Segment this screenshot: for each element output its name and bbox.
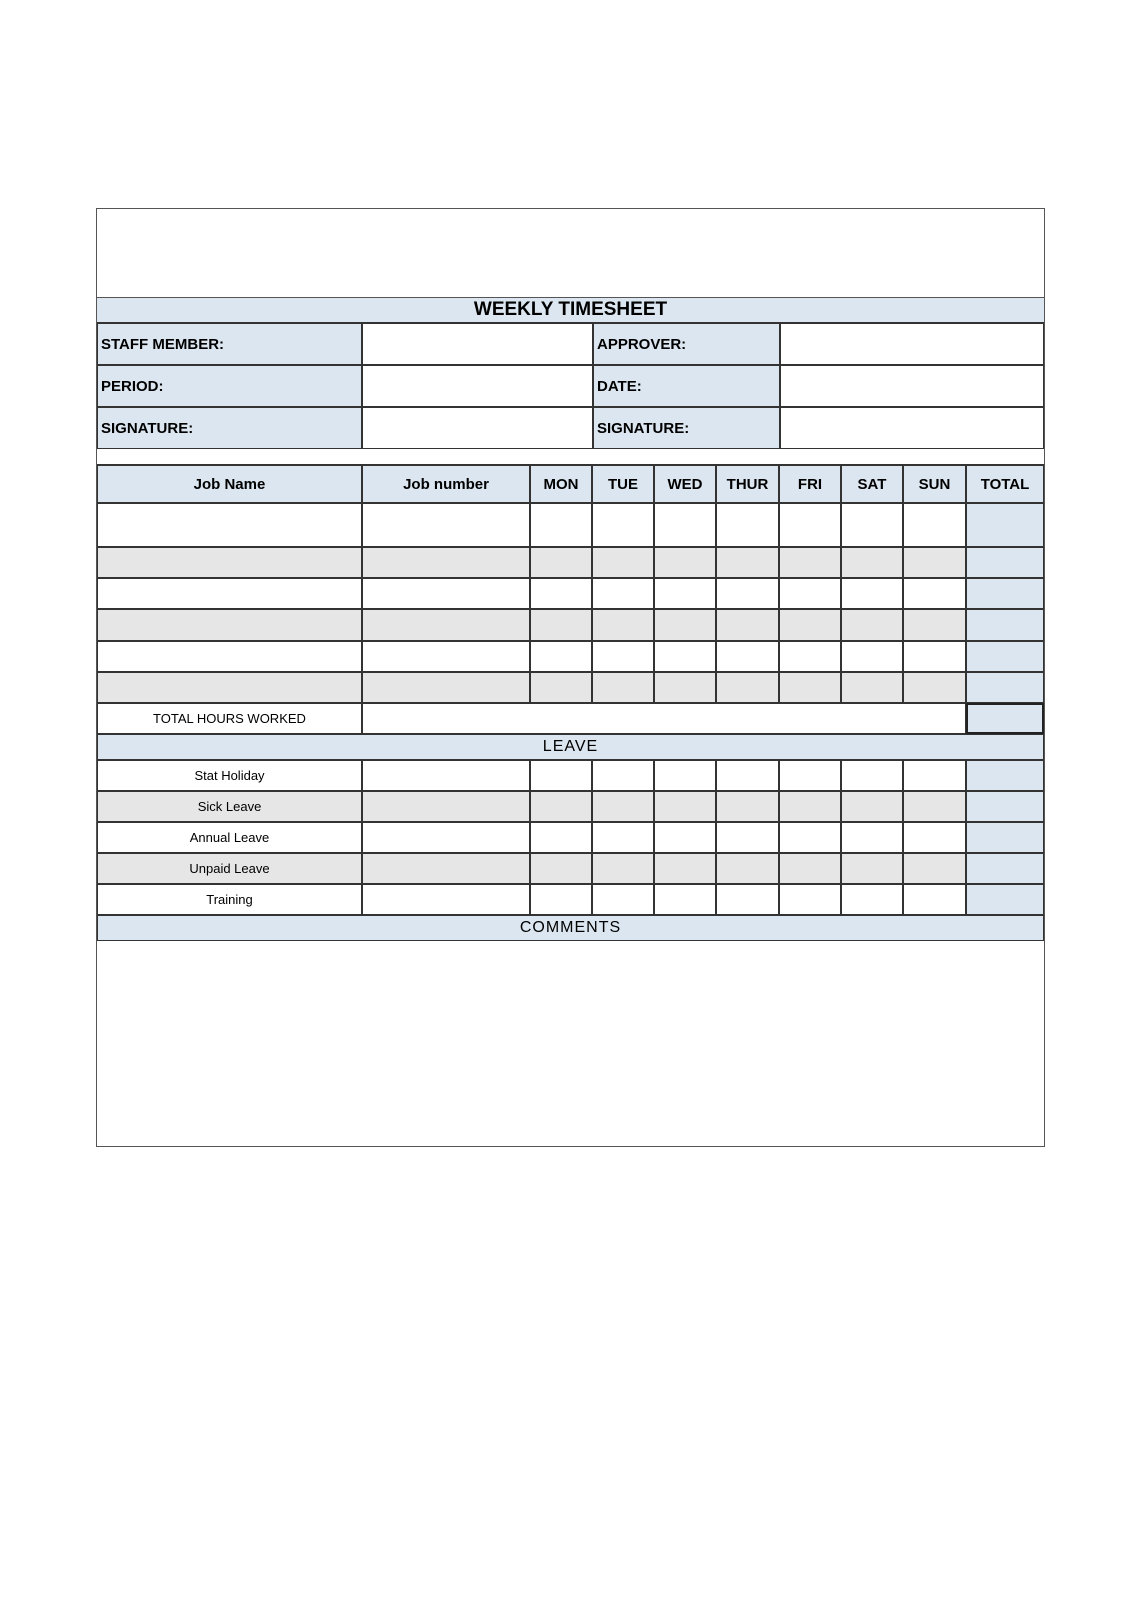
job-row-6-fri[interactable] <box>779 672 841 703</box>
leave-row-1-total <box>966 760 1044 791</box>
total-hours-spacer <box>362 703 966 734</box>
job-row-2-sun[interactable] <box>903 547 966 578</box>
job-row-2-tue[interactable] <box>592 547 654 578</box>
leave-row-4-wed[interactable] <box>654 853 716 884</box>
header-fri: FRI <box>779 465 841 503</box>
signature-field-approver[interactable] <box>780 407 1044 449</box>
leave-section-title: LEAVE <box>97 734 1044 760</box>
job-row-6-job-number[interactable] <box>362 672 530 703</box>
leave-row-5-wed[interactable] <box>654 884 716 915</box>
job-row-1-total <box>966 503 1044 547</box>
job-row-2-job-name[interactable] <box>97 547 362 578</box>
job-row-6-mon[interactable] <box>530 672 592 703</box>
leave-row-1-job-number[interactable] <box>362 760 530 791</box>
leave-row-3-fri[interactable] <box>779 822 841 853</box>
leave-row-label: Annual Leave <box>97 822 362 853</box>
timesheet-grid <box>97 209 1044 1146</box>
leave-row-label: Sick Leave <box>97 791 362 822</box>
leave-row-5-fri[interactable] <box>779 884 841 915</box>
approver-field[interactable] <box>780 323 1044 365</box>
job-row-5-fri[interactable] <box>779 641 841 672</box>
job-row-2-wed[interactable] <box>654 547 716 578</box>
job-row-5-thur[interactable] <box>716 641 779 672</box>
job-row-3-wed[interactable] <box>654 578 716 609</box>
leave-row-1-tue[interactable] <box>592 760 654 791</box>
leave-row-2-sat[interactable] <box>841 791 903 822</box>
job-row-2-total <box>966 547 1044 578</box>
page-title: WEEKLY TIMESHEET <box>97 297 1044 323</box>
job-row-3-sun[interactable] <box>903 578 966 609</box>
job-row-1-fri[interactable] <box>779 503 841 547</box>
period-field[interactable] <box>362 365 593 407</box>
leave-row-5-total <box>966 884 1044 915</box>
staff-member-label: STAFF MEMBER: <box>97 323 362 365</box>
job-row-5-sat[interactable] <box>841 641 903 672</box>
leave-row-5-mon[interactable] <box>530 884 592 915</box>
job-row-2-job-number[interactable] <box>362 547 530 578</box>
leave-row-label: Training <box>97 884 362 915</box>
leave-row-5-sat[interactable] <box>841 884 903 915</box>
leave-row-4-fri[interactable] <box>779 853 841 884</box>
job-row-1-job-name[interactable] <box>97 503 362 547</box>
leave-row-1-sun[interactable] <box>903 760 966 791</box>
leave-row-2-thur[interactable] <box>716 791 779 822</box>
job-row-6-sat[interactable] <box>841 672 903 703</box>
leave-row-3-sat[interactable] <box>841 822 903 853</box>
date-label: DATE: <box>593 365 780 407</box>
signature-label-staff: SIGNATURE: <box>97 407 362 449</box>
header-sat: SAT <box>841 465 903 503</box>
job-row-3-sat[interactable] <box>841 578 903 609</box>
header-wed: WED <box>654 465 716 503</box>
leave-row-4-sat[interactable] <box>841 853 903 884</box>
job-row-1-job-number[interactable] <box>362 503 530 547</box>
leave-row-3-thur[interactable] <box>716 822 779 853</box>
job-row-3-mon[interactable] <box>530 578 592 609</box>
leave-row-3-wed[interactable] <box>654 822 716 853</box>
job-row-3-thur[interactable] <box>716 578 779 609</box>
header-sun: SUN <box>903 465 966 503</box>
leave-row-2-sun[interactable] <box>903 791 966 822</box>
job-row-4-job-number[interactable] <box>362 609 530 641</box>
approver-label: APPROVER: <box>593 323 780 365</box>
leave-row-5-sun[interactable] <box>903 884 966 915</box>
job-row-1-mon[interactable] <box>530 503 592 547</box>
job-row-6-job-name[interactable] <box>97 672 362 703</box>
job-row-3-fri[interactable] <box>779 578 841 609</box>
job-row-6-total <box>966 672 1044 703</box>
leave-row-4-tue[interactable] <box>592 853 654 884</box>
leave-row-4-sun[interactable] <box>903 853 966 884</box>
job-row-6-wed[interactable] <box>654 672 716 703</box>
leave-row-5-thur[interactable] <box>716 884 779 915</box>
job-row-5-tue[interactable] <box>592 641 654 672</box>
job-row-2-fri[interactable] <box>779 547 841 578</box>
job-row-6-sun[interactable] <box>903 672 966 703</box>
job-row-4-sat[interactable] <box>841 609 903 641</box>
comments-section-title: COMMENTS <box>97 915 1044 941</box>
job-row-4-wed[interactable] <box>654 609 716 641</box>
leave-row-1-mon[interactable] <box>530 760 592 791</box>
leave-row-4-thur[interactable] <box>716 853 779 884</box>
leave-row-1-fri[interactable] <box>779 760 841 791</box>
leave-row-4-job-number[interactable] <box>362 853 530 884</box>
leave-row-3-job-number[interactable] <box>362 822 530 853</box>
job-row-5-mon[interactable] <box>530 641 592 672</box>
total-hours-label: TOTAL HOURS WORKED <box>97 703 362 734</box>
header-thur: THUR <box>716 465 779 503</box>
period-label: PERIOD: <box>97 365 362 407</box>
spacer-row <box>97 449 1044 465</box>
leave-row-3-sun[interactable] <box>903 822 966 853</box>
job-row-1-tue[interactable] <box>592 503 654 547</box>
leave-row-5-job-number[interactable] <box>362 884 530 915</box>
comments-area[interactable] <box>97 941 1044 1146</box>
job-row-6-thur[interactable] <box>716 672 779 703</box>
job-row-3-job-name[interactable] <box>97 578 362 609</box>
job-row-1-sun[interactable] <box>903 503 966 547</box>
header-job-number: Job number <box>362 465 530 503</box>
job-row-5-wed[interactable] <box>654 641 716 672</box>
leave-row-2-job-number[interactable] <box>362 791 530 822</box>
leave-row-3-mon[interactable] <box>530 822 592 853</box>
job-row-2-thur[interactable] <box>716 547 779 578</box>
job-row-6-tue[interactable] <box>592 672 654 703</box>
job-row-4-sun[interactable] <box>903 609 966 641</box>
job-row-4-job-name[interactable] <box>97 609 362 641</box>
job-row-4-total <box>966 609 1044 641</box>
leave-row-5-tue[interactable] <box>592 884 654 915</box>
leave-row-3-tue[interactable] <box>592 822 654 853</box>
header-mon: MON <box>530 465 592 503</box>
timesheet-sheet <box>96 208 1045 1147</box>
header-job-name: Job Name <box>97 465 362 503</box>
leave-row-2-total <box>966 791 1044 822</box>
job-row-4-thur[interactable] <box>716 609 779 641</box>
leave-row-2-tue[interactable] <box>592 791 654 822</box>
job-row-5-sun[interactable] <box>903 641 966 672</box>
job-row-5-job-name[interactable] <box>97 641 362 672</box>
job-row-1-sat[interactable] <box>841 503 903 547</box>
job-row-5-total <box>966 641 1044 672</box>
job-row-3-tue[interactable] <box>592 578 654 609</box>
leave-row-1-wed[interactable] <box>654 760 716 791</box>
leave-row-2-fri[interactable] <box>779 791 841 822</box>
signature-label-approver: SIGNATURE: <box>593 407 780 449</box>
job-row-3-total <box>966 578 1044 609</box>
job-row-2-sat[interactable] <box>841 547 903 578</box>
job-row-1-wed[interactable] <box>654 503 716 547</box>
job-row-3-job-number[interactable] <box>362 578 530 609</box>
leave-row-4-mon[interactable] <box>530 853 592 884</box>
job-row-4-fri[interactable] <box>779 609 841 641</box>
job-row-5-job-number[interactable] <box>362 641 530 672</box>
job-row-4-tue[interactable] <box>592 609 654 641</box>
job-row-1-thur[interactable] <box>716 503 779 547</box>
leave-row-2-wed[interactable] <box>654 791 716 822</box>
leave-row-1-thur[interactable] <box>716 760 779 791</box>
signature-field-staff[interactable] <box>362 407 593 449</box>
leave-row-1-sat[interactable] <box>841 760 903 791</box>
staff-member-field[interactable] <box>362 323 593 365</box>
date-field[interactable] <box>780 365 1044 407</box>
job-row-2-mon[interactable] <box>530 547 592 578</box>
leave-row-2-mon[interactable] <box>530 791 592 822</box>
job-row-4-mon[interactable] <box>530 609 592 641</box>
leave-row-label: Stat Holiday <box>97 760 362 791</box>
leave-row-4-total <box>966 853 1044 884</box>
header-tue: TUE <box>592 465 654 503</box>
total-hours-cell[interactable] <box>966 703 1044 734</box>
leave-row-3-total <box>966 822 1044 853</box>
header-total: TOTAL <box>966 465 1044 503</box>
leave-row-label: Unpaid Leave <box>97 853 362 884</box>
